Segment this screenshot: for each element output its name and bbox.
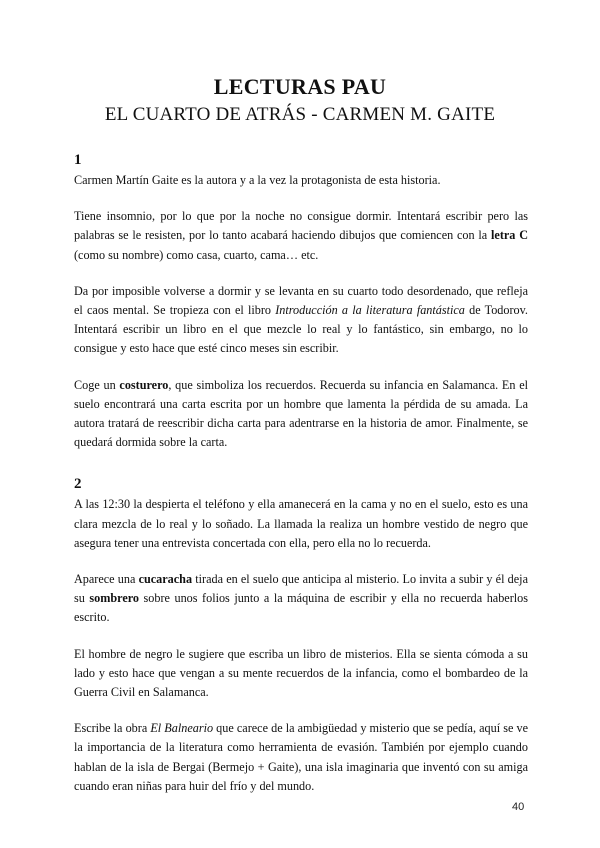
paragraph (74, 719, 528, 796)
section-number-1: 1 (74, 152, 82, 168)
document-body (74, 150, 528, 813)
page-title: LECTURAS PAU (213, 74, 387, 99)
text-run: que carece de la ambigüedad y misterio que se pedía, aquí se ve la importancia de la literatura como herramienta de evasión. También por ejemplo cuando hablan de la isla de Bergai (Bermejo + Gaite), una isla imaginaria que inventó con su amiga cuando eran niñas para huir del frío y del mundo. (74, 721, 529, 793)
emphasis-bold: costurero (119, 377, 169, 392)
emphasis-bold: letra C (491, 228, 528, 243)
text-run: Carmen Martín Gaite es la autora y a la vez la protagonista de esta historia. (74, 173, 441, 187)
page-number: 40 (512, 801, 525, 813)
emphasis-bold: sombrero (89, 591, 140, 606)
text-run: El hombre de negro le sugiere que escriba un libro de misterios. Ella se sienta cómoda a su lado y esto hace que vengan a su mente recuerdos de la infancia, como el bombardeo de la Guerra Civil en Salamanca. (74, 646, 528, 700)
paragraph (74, 171, 528, 190)
book-title-italic: Introducción a la literatura fantástica (275, 303, 465, 318)
paragraph (74, 645, 528, 703)
paragraph (74, 570, 528, 628)
emphasis-bold: cucaracha (138, 572, 193, 587)
text-run: Escribe la obra (74, 721, 151, 736)
text-run: Tiene insomnio, por lo que por la noche no consigue dormir. Intentará escribir pero las palabras se le resisten, por lo tanto acabará haciendo dibujos que comiencen con la (74, 209, 528, 243)
paragraph (74, 376, 528, 453)
paragraph (74, 282, 528, 359)
page-subtitle: EL CUARTO DE ATRÁS - CARMEN M. GAITE (104, 104, 496, 125)
text-run: A las 12:30 la despierta el teléfono y ella amanecerá en la cama y no en el suelo, esto es una clara mezcla de lo real y lo soñado. La llamada la realiza un hombre vestido de negro que asegura tener una entrevista concertada con ella, pero ella no lo recuerda. (74, 497, 528, 550)
text-run: de Todorov. Intentará escribir un libro en el que mezcle lo real y lo fantástico, sin embargo, no lo consigue y esto hace que esté cinco meses sin escribir. (74, 303, 528, 356)
text-run: Da por imposible volverse a dormir y se levanta en su cuarto todo desordenado, que refleja el caos mental. Se tropieza con el libro (74, 283, 528, 318)
text-run: Coge un (74, 377, 120, 392)
text-run: (como su nombre) como casa, cuarto, cama… etc. (74, 247, 319, 262)
text-run: , que simboliza los recuerdos. Recuerda su infancia en Salamanca. En el suelo encontrará una carta escrita por un hombre que lamenta la pérdida de su amada. La autora tratará de reescribir dicha carta para adentrarse en la historia de amor. Finalmente, se quedará dormida sobre la carta. (74, 377, 528, 450)
section-number-2: 2 (74, 476, 82, 493)
paragraph (74, 495, 528, 553)
text-run: tirada en el suelo que anticipa al misterio. Lo invita a subir y él deja su (74, 572, 528, 606)
text-run: sobre unos folios junto a la máquina de escribir y ella no recuerda haberlos escrito. (74, 591, 528, 625)
text-run: Aparece una (74, 572, 139, 587)
book-title-italic: El Balneario (150, 721, 214, 736)
paragraph (74, 207, 528, 265)
